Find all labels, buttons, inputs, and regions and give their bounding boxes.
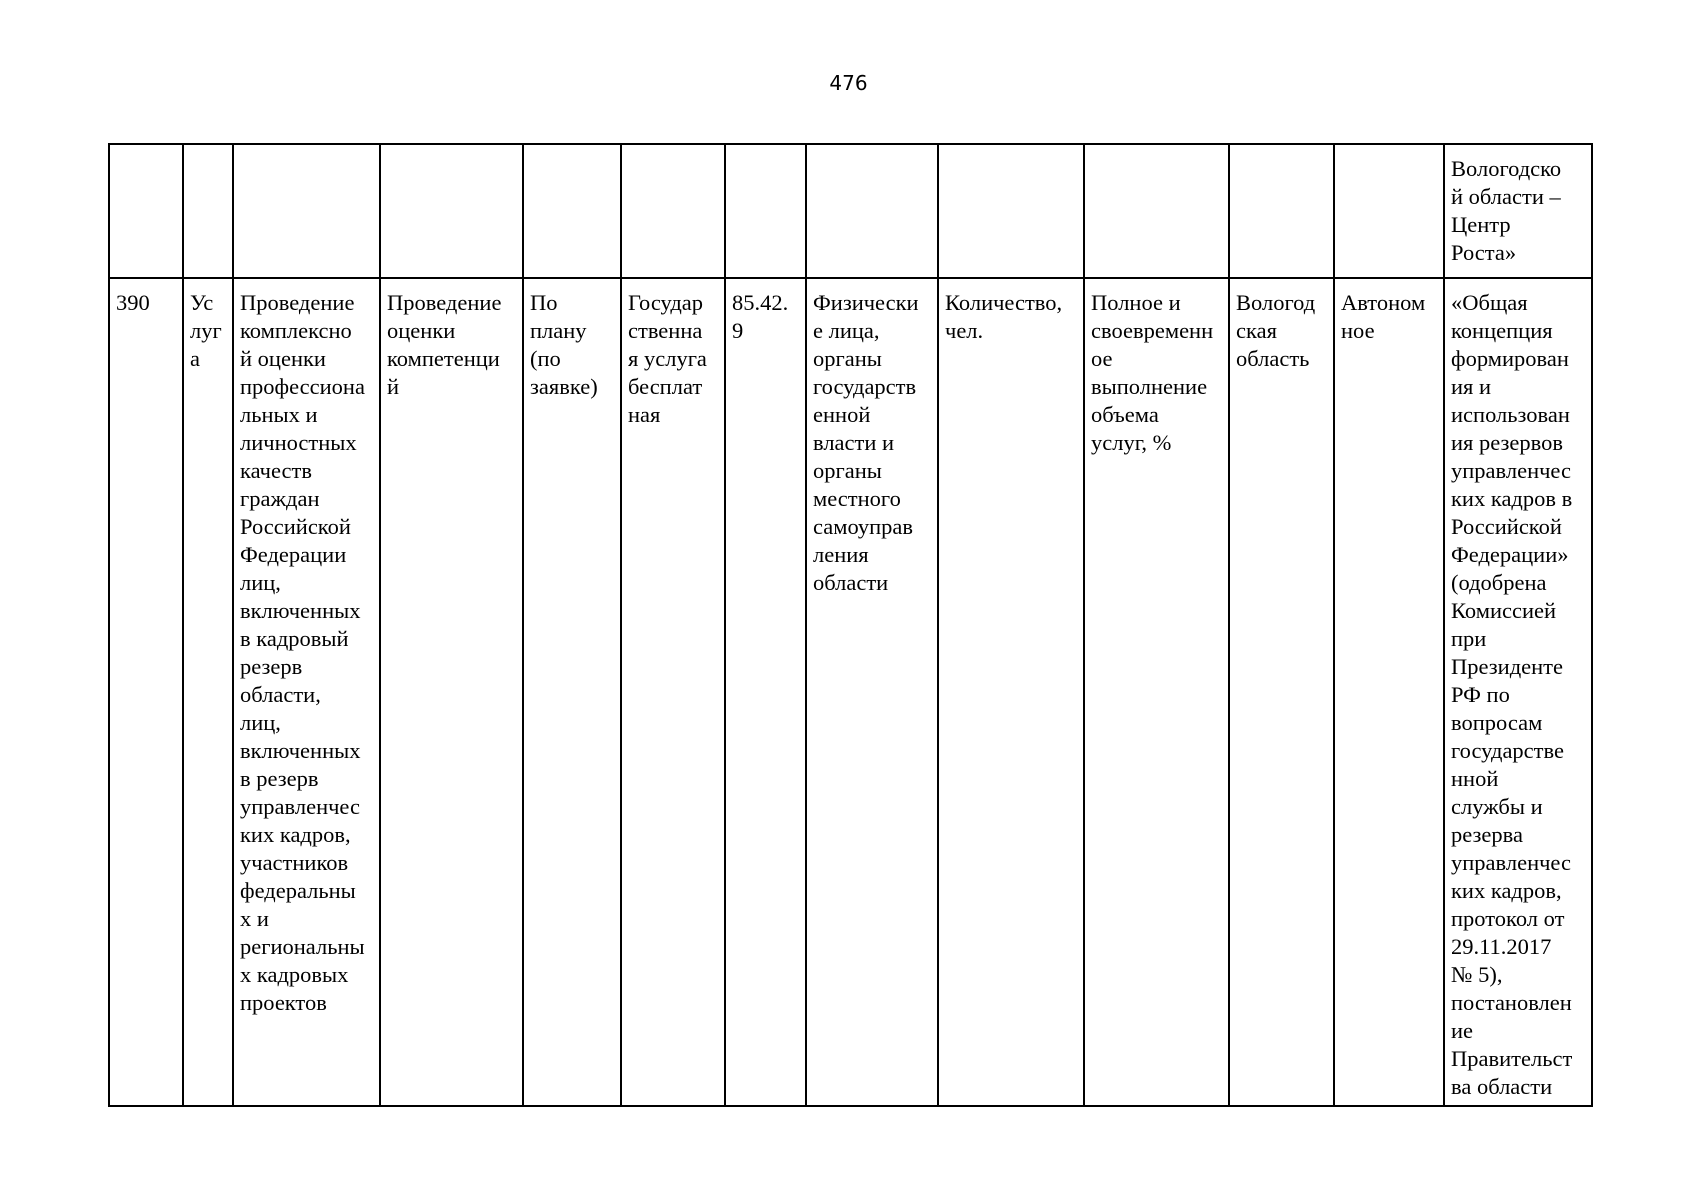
cell-okved <box>725 278 806 1106</box>
service-consumers: Физически е лица, органы государств енной власти и органы местного самоуправ ления области <box>813 290 919 595</box>
cell-empty <box>725 144 806 278</box>
cell-region <box>1229 278 1334 1106</box>
cell-empty <box>1229 144 1334 278</box>
cell-empty <box>183 144 233 278</box>
legal-basis-continuation-text: Вологодско й области – Центр Роста» <box>1451 156 1562 265</box>
volume-indicator: Количество, чел. <box>945 290 1063 343</box>
cell-empty <box>109 144 183 278</box>
cell-empty <box>523 144 621 278</box>
service-conditions: По плану (по заявке) <box>530 290 598 399</box>
cell-number <box>109 278 183 1106</box>
service-content: Проведение оценки компетенци й <box>387 290 502 399</box>
table-row-continuation <box>109 144 1592 278</box>
cell-empty <box>1334 144 1444 278</box>
cell-content <box>380 278 523 1106</box>
cell-conditions <box>523 278 621 1106</box>
cell-quality-indicator <box>1084 278 1229 1106</box>
cell-institution-type <box>1334 278 1444 1106</box>
cell-payment <box>621 278 725 1106</box>
service-payment: Государ ственна я услуга бесплат ная <box>628 290 707 427</box>
quality-indicator: Полное и своевременн ое выполнение объема услуг, % <box>1091 290 1214 455</box>
region: Вологод ская область <box>1236 290 1316 371</box>
okved-code: 85.42. 9 <box>732 290 789 343</box>
services-table <box>108 143 1593 1107</box>
cell-empty <box>1084 144 1229 278</box>
cell-legal-basis-continuation <box>1444 144 1592 278</box>
institution-type: Автоном ное <box>1341 290 1426 343</box>
cell-empty <box>380 144 523 278</box>
service-name: Проведение комплексно й оценки профессиона льных и личностных качеств граждан Российской Федерации лиц, включенных в кадровый резерв области, лиц, включенных в резерв управленчес ких кадров, участников федеральны х и региональны х кадровых проектов <box>240 290 365 1015</box>
cell-name <box>233 278 380 1106</box>
cell-consumers <box>806 278 938 1106</box>
cell-empty <box>621 144 725 278</box>
cell-empty <box>233 144 380 278</box>
legal-basis: «Общая концепция формирован ия и использован ия резервов управленчес ких кадров в Российской Федерации» (одобрена Комиссией при Президенте РФ по вопросам государстве нной службы и резерва управленчес ких кадров, протокол от 29.11.2017 № 5), постановлен ие Правительст ва области <box>1451 290 1573 1099</box>
table-row-390 <box>109 278 1592 1106</box>
cell-type <box>183 278 233 1106</box>
cell-legal-basis <box>1444 278 1592 1106</box>
cell-empty <box>938 144 1084 278</box>
cell-volume-indicator <box>938 278 1084 1106</box>
row-type: Ус луг а <box>190 290 222 371</box>
row-number: 390 <box>116 290 150 315</box>
page-number: 476 <box>829 71 868 95</box>
cell-empty <box>806 144 938 278</box>
